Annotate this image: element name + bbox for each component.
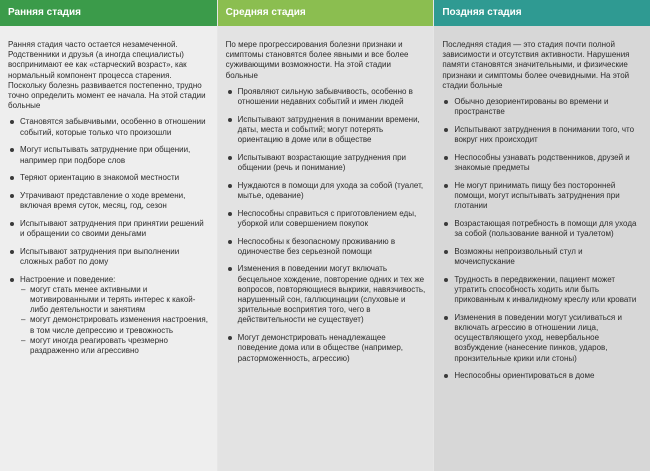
column-header: Средняя стадия: [218, 0, 434, 26]
list-item: [442, 97, 642, 117]
list-item-text: Неспособны узнавать родственников, друзей и знакомые предметы: [454, 152, 630, 173]
bullet-icon: [444, 184, 448, 188]
column-intro: Последняя стадия — это стадия почти полной зависимости и отсутствия активности. Нарушения памяти становятся значительными, и физические признаки и симптомы более очевидными. На этой стадии больные: [442, 40, 630, 90]
list-item: [226, 264, 426, 325]
list-item: [442, 125, 642, 145]
list-item-text: Проявляют сильную забывчивость, особенно в отношении недавних событий и имен людей: [237, 86, 413, 107]
column-header: Ранняя стадия: [0, 0, 217, 26]
list-item: [442, 275, 642, 306]
list-item-text: Утрачивают представление о ходе времени, включая время суток, месяц, год, сезон: [20, 190, 186, 211]
list-item-text: Испытывают затруднения при выполнении сложных работ по дому: [20, 246, 180, 266]
list-item: [8, 173, 209, 183]
list-item-text: Неспособны к безопасному проживанию в одиночестве без серьезной помощи: [237, 236, 396, 256]
list-item: [226, 181, 426, 201]
bullet-icon: [444, 128, 448, 132]
list-item-text: Могут демонстрировать ненадлежащее поведение дома или в обществе (например, расторможенность, агрессию): [237, 333, 404, 363]
list-item-text: Испытывают возрастающие затруднения при общении (речь и понимание): [237, 152, 406, 173]
list-item-text: Изменения в поведении могут усиливаться и включать агрессию в отношении лица, осуществляющего уход, невербальное возбуждение (нанесение пинков, ударов, пронзительные крики или стоны): [454, 312, 622, 363]
column-intro: Ранняя стадия часто остается незамеченной. Родственники и друзья (а иногда специалисты) воспринимают ее как «старческий возраст», как нормальный компонент процесса старения. Поскольку болезнь развивается постепенно, трудно точно определить момент ее начала. На этой стадии больные: [8, 40, 206, 111]
sub-list-item: [20, 315, 209, 335]
list-item: [8, 275, 209, 357]
sub-list-item-text: могут иногда реагировать чрезмерно раздраженно или агрессивно: [30, 335, 168, 356]
list-item: [226, 153, 426, 173]
bullet-icon: [10, 176, 14, 180]
list-item-text: Возрастающая потребность в помощи для ухода за собой (пользование ванной и туалетом): [454, 218, 637, 239]
bullet-icon: [228, 90, 232, 94]
list-item-text: Изменения в поведении могут включать бесцельное хождение, повторение одних и тех же вопросов, повторяющиеся выкрики, навязчивость, нарушенный сон, галлюцинации (слуховые и зрительные восприятия того, чего в действительности не существует): [237, 264, 426, 325]
bullet-icon: [444, 374, 448, 378]
list-item: [8, 247, 209, 267]
sub-list-item: [20, 285, 209, 316]
list-item: [8, 145, 209, 165]
symptom-list: [442, 97, 642, 381]
symptom-list: [8, 117, 209, 356]
list-item-text: Трудность в передвижении, пациент может утратить способность ходить или быть прикованным к инвалидному креслу или кровати: [454, 274, 637, 305]
column-content: [434, 26, 650, 381]
list-item: [442, 219, 642, 239]
bullet-icon: [228, 184, 232, 188]
list-item: [226, 87, 426, 107]
list-item-text: Теряют ориентацию в знакомой местности: [20, 173, 180, 183]
list-item-text: Настроение и поведение:: [20, 274, 116, 284]
bullet-icon: [444, 316, 448, 320]
list-item-text: Обычно дезориентированы во времени и пространстве: [454, 97, 609, 117]
bullet-icon: [228, 212, 232, 216]
list-item-text: Возможны непроизвольный стул и мочеиспускание: [454, 246, 583, 266]
column-content: [218, 26, 434, 364]
list-item: [226, 209, 426, 229]
bullet-icon: [10, 278, 14, 282]
dash-icon: –: [21, 315, 26, 325]
list-item-text: Испытывают затруднения в понимании времени, даты, места и событий; могут потерять ориентацию в доме или в обществе: [237, 114, 420, 145]
list-item-text: Неспособны справиться с приготовлением еды, уборкой или совершением покупок: [237, 208, 417, 228]
bullet-icon: [444, 156, 448, 160]
sub-list-item-text: могут демонстрировать изменения настроения, в том числе депрессию и тревожность: [30, 315, 208, 335]
list-item: [226, 333, 426, 364]
sub-list-item: [20, 336, 209, 356]
list-item: [442, 181, 642, 212]
list-item: [442, 371, 642, 381]
bullet-icon: [444, 250, 448, 254]
sub-list: [20, 285, 209, 356]
bullet-icon: [228, 118, 232, 122]
bullet-icon: [228, 240, 232, 244]
list-item: [442, 247, 642, 267]
symptom-list: [226, 87, 426, 364]
column-header: Поздняя стадия: [434, 0, 650, 26]
list-item: [226, 237, 426, 257]
column-intro: По мере прогрессирования болезни признаки и симптомы становятся более явными и все более суживающими возможности. На этой стадии больные: [225, 40, 409, 80]
list-item-text: Испытывают затруднения при принятии решений и обращении со своими деньгами: [20, 218, 204, 239]
list-item-text: Не могут принимать пищу без посторонней помощи, могут испытывать затруднения при глотании: [454, 180, 620, 211]
list-item-text: Нуждаются в помощи для ухода за собой (туалет, мытье, одевание): [237, 180, 424, 200]
column-late-stage: [433, 0, 650, 471]
list-item: [8, 219, 209, 239]
list-item: [442, 153, 642, 173]
column-content: [0, 26, 217, 356]
bullet-icon: [10, 148, 14, 152]
bullet-icon: [10, 194, 14, 198]
list-item-text: Неспособны ориентироваться в доме: [454, 371, 595, 381]
list-item: [8, 191, 209, 211]
column-early-stage: [0, 0, 217, 471]
list-item-text: Становятся забывчивыми, особенно в отношении событий, которые только что произошли: [20, 117, 206, 137]
bullet-icon: [228, 156, 232, 160]
bullet-icon: [444, 222, 448, 226]
list-item: [8, 117, 209, 137]
sub-list-item-text: могут стать менее активными и мотивированными и терять интерес к какой-либо деятельности и занятиям: [30, 284, 196, 315]
bullet-icon: [444, 278, 448, 282]
bullet-icon: [10, 222, 14, 226]
bullet-icon: [10, 250, 14, 254]
list-item: [442, 313, 642, 364]
dash-icon: –: [21, 335, 26, 345]
bullet-icon: [228, 267, 232, 271]
list-item: [226, 115, 426, 146]
list-item-text: Испытывают затруднения в понимании того, что вокруг них происходит: [454, 124, 635, 145]
dash-icon: –: [21, 284, 26, 294]
bullet-icon: [10, 120, 14, 124]
list-item-text: Могут испытывать затруднение при общении, например при подборе слов: [20, 145, 191, 165]
bullet-icon: [444, 100, 448, 104]
bullet-icon: [228, 336, 232, 340]
column-middle-stage: [217, 0, 434, 471]
